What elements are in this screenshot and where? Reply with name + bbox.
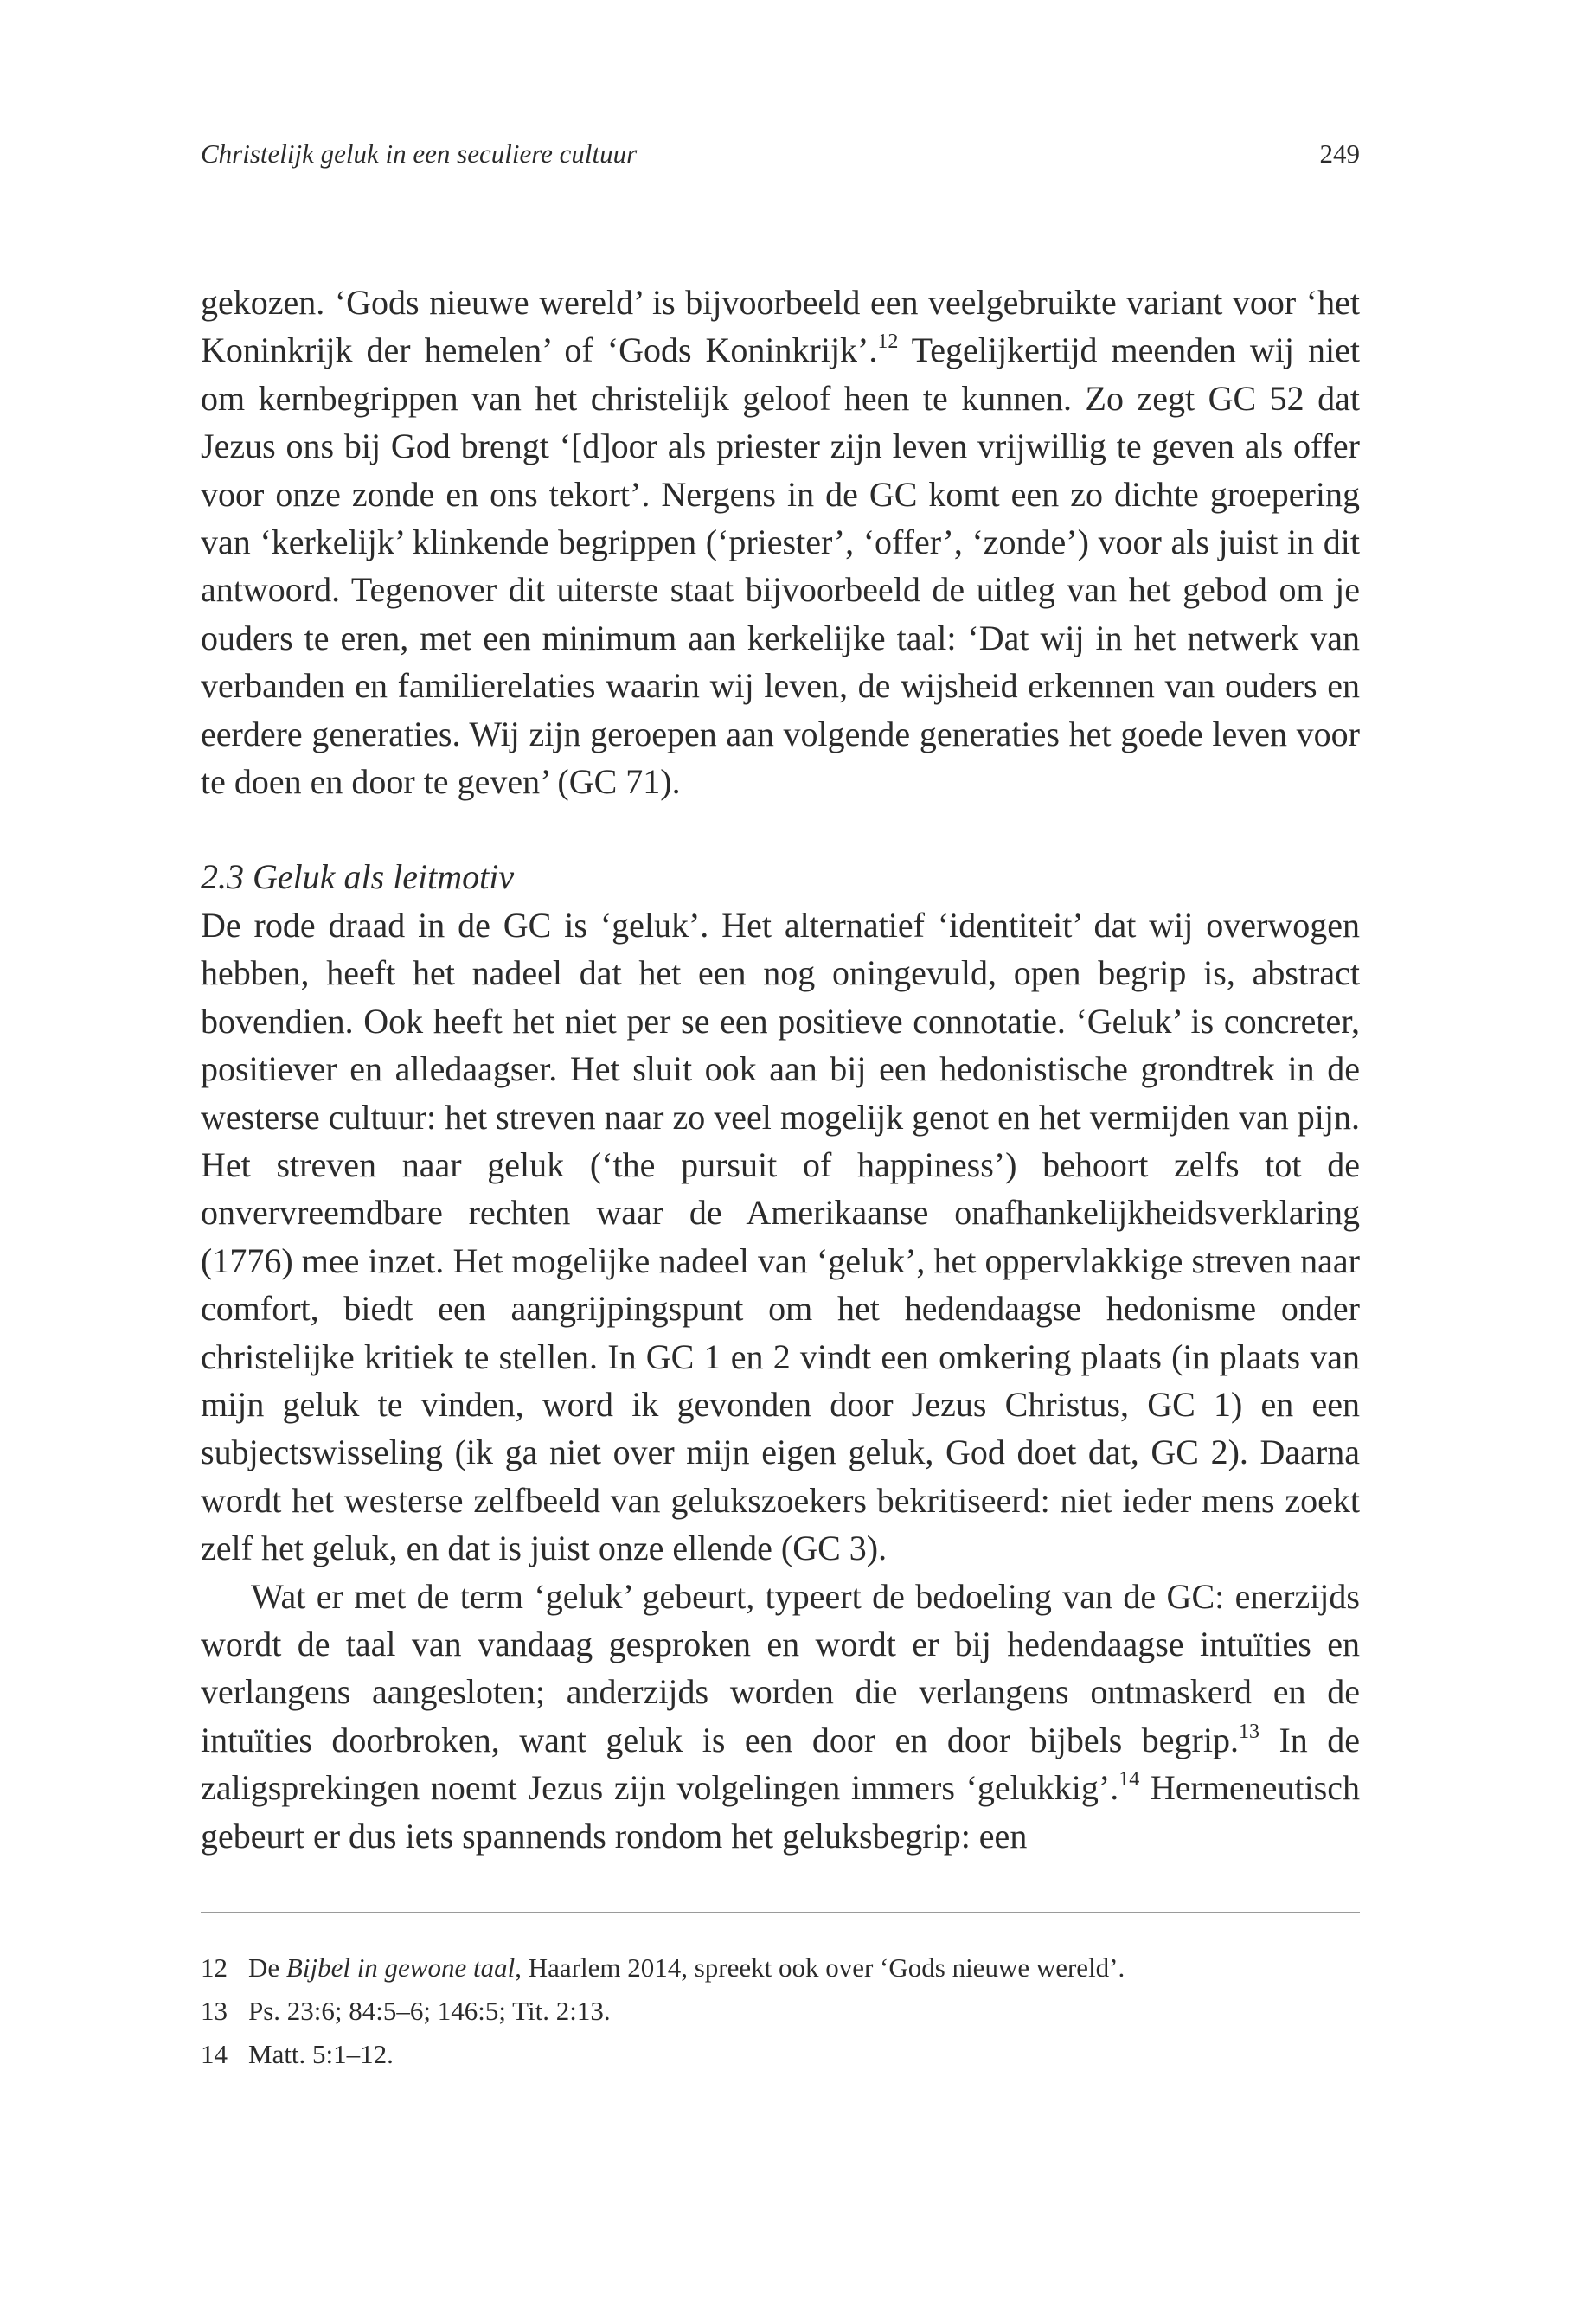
footnotes: [201, 1946, 1360, 2076]
paragraph-3-text-b: In de zaligsprekingen noemt Jezus zijn volgelingen immers ‘gelukkig’.: [201, 1720, 1360, 1808]
footnote-ref-14[interactable]: 14: [1118, 1768, 1140, 1791]
footnote-13: [201, 1990, 1360, 2033]
footnote-text: Ps. 23:6; 84:5–6; 146:5; Tit. 2:13.: [248, 1996, 611, 2026]
paragraph-3-text-c: Hermeneutisch gebeurt er dus iets spannends rondom het geluksbegrip: een: [201, 1768, 1360, 1856]
footnote-number: 13: [201, 1996, 228, 2026]
paragraph-1-text-b: Tegelijkertijd meenden wij niet om kernbegrippen van het christelijk geloof heen te kunnen. Zo zegt GC 52 dat Jezus ons bij God brengt ‘[d]oor als priester zijn leven vrijwillig te geven als offer voor onze zonde en ons tekort’. Nergens in de GC komt een zo dichte groepering van ‘kerkelijk’ klinkende begrippen (‘priester’, ‘offer’, ‘zonde’) voor als juist in dit antwoord. Tegenover dit uiterste staat bijvoorbeeld de uitleg van het gebod om je ouders te eren, met een minimum aan kerkelijke taal: ‘Dat wij in het netwerk van verbanden en familierelaties waarin wij leven, de wijsheid erkennen van ouders en eerdere generaties. Wij zijn geroepen aan volgende generaties het goede leven voor te doen en door te geven’ (GC 71).: [201, 330, 1361, 802]
footnote-text: Matt. 5:1–12.: [248, 2039, 394, 2069]
body-text: [201, 279, 1360, 1860]
page-number: 249: [1319, 138, 1360, 169]
footnote-ref-12[interactable]: 12: [877, 330, 899, 354]
footnote-14: [201, 2033, 1360, 2076]
footnote-ref-13[interactable]: 13: [1238, 1720, 1259, 1743]
paragraph-1: [201, 279, 1360, 805]
footnote-book-title: Bijbel in gewone taal: [285, 1952, 516, 1983]
paragraph-3: [201, 1573, 1360, 1860]
running-header: [201, 138, 1360, 176]
running-title: Christelijk geluk in een seculiere cultuur: [201, 138, 638, 169]
paragraph-1-text-a: gekozen. ‘Gods nieuwe wereld’ is bijvoorbeeld een veelgebruikte variant voor ‘het Koninkrijk der hemelen’ of ‘Gods Koninkrijk’.: [201, 283, 1360, 370]
footnote-divider: [201, 1912, 1360, 1913]
section-heading: 2.3 Geluk als leitmotiv: [201, 857, 515, 897]
paragraph-3-text-a: Wat er met de term ‘geluk’ gebeurt, typeert de bedoeling van de GC: enerzijds wordt de taal van vandaag gesproken en wordt er bij hedendaagse intuïties en verlangens aangesloten; anderzijds worden die verlangens ontmaskerd en de intuïties doorbroken, want geluk is een door en door bijbels begrip.: [201, 1576, 1360, 1759]
footnote-number: 14: [201, 2039, 228, 2069]
paragraph-2: De rode draad in de GC is ‘geluk’. Het alternatief ‘identiteit’ dat wij overwogen hebben, heeft het nadeel dat het een nog oningevuld, open begrip is, abstract bovendien. Ook heeft het niet per se een positieve connotatie. ‘Geluk’ is concreter, positiever en alledaagser. Het sluit ook aan bij een hedonistische grondtrek in de westerse cultuur: het streven naar zo veel mogelijk genot en het vermijden van pijn. Het streven naar geluk (‘the pursuit of happiness’) behoort zelfs tot de onvervreemdbare rechten waar de Amerikaanse onafhankelijkheidsverklaring (1776) mee inzet. Het mogelijke nadeel van ‘geluk’, het oppervlakkige streven naar comfort, biedt een aangrijpingspunt om het hedendaagse hedonisme onder christelijke kritiek te stellen. In GC 1 en 2 vindt een omkering plaats (in plaats van mijn geluk te vinden, word ik gevonden door Jezus Christus, GC 1) en een subjectswisseling (ik ga niet over mijn eigen geluk, God doet dat, GC 2). Daarna wordt het westerse zelfbeeld van gelukszoekers bekritiseerd: niet ieder mens zoekt zelf het geluk, en dat is juist onze ellende (GC 3).: [201, 905, 1360, 1568]
footnote-12: [201, 1946, 1360, 1990]
footnote-number: 12: [201, 1952, 228, 1983]
book-page: [201, 0, 1360, 2301]
footnote-text-suffix: , Haarlem 2014, spreekt ook over ‘Gods nieuwe wereld’.: [515, 1952, 1125, 1983]
footnote-text-prefix: De: [248, 1952, 286, 1983]
